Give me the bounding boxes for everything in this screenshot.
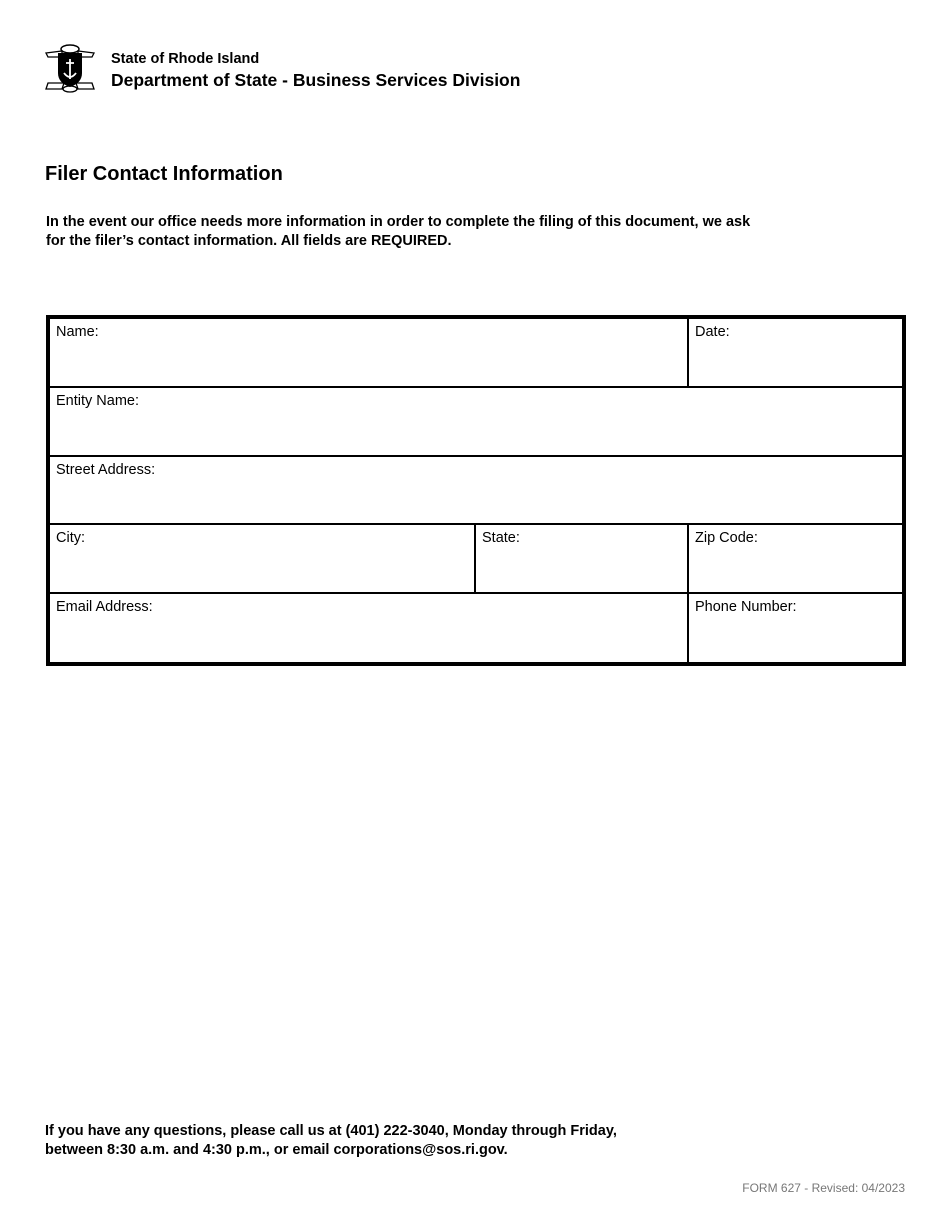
name-label: Name: — [56, 324, 99, 340]
name-field[interactable] — [50, 319, 687, 386]
footer-line-2: between 8:30 a.m. and 4:30 p.m., or email corporations@sos.ri.gov. — [45, 1142, 508, 1158]
form-number: FORM 627 - Revised: 04/2023 — [742, 1181, 905, 1195]
zip-code-field[interactable] — [689, 525, 902, 592]
street-address-field[interactable] — [50, 457, 902, 523]
footer-line-1: If you have any questions, please call us at (401) 222-3040, Monday through Friday, — [45, 1123, 617, 1139]
state-seal-icon — [44, 43, 96, 93]
state-label: State: — [482, 530, 520, 546]
header-department-name: Department of State - Business Services Division — [111, 70, 521, 90]
page-title: Filer Contact Information — [45, 163, 283, 185]
header-state-name: State of Rhode Island — [111, 51, 260, 67]
entity-name-label: Entity Name: — [56, 393, 139, 409]
zip-code-label: Zip Code: — [695, 530, 758, 546]
email-address-label: Email Address: — [56, 599, 153, 615]
city-label: City: — [56, 530, 85, 546]
phone-number-field[interactable] — [689, 594, 902, 662]
footer-contact-text — [45, 1122, 617, 1160]
city-field[interactable] — [50, 525, 474, 592]
contact-form-table — [46, 315, 906, 666]
phone-number-label: Phone Number: — [695, 599, 797, 615]
intro-line-2: for the filer’s contact information. All fields are REQUIRED. — [46, 233, 452, 249]
entity-name-field[interactable] — [50, 388, 902, 455]
date-field[interactable] — [689, 319, 902, 386]
state-field[interactable] — [476, 525, 687, 592]
street-address-label: Street Address: — [56, 462, 156, 478]
intro-text — [46, 213, 846, 251]
email-address-field[interactable] — [50, 594, 687, 662]
intro-line-1: In the event our office needs more information in order to complete the filing of this document, we ask — [46, 214, 751, 230]
date-label: Date: — [695, 324, 730, 340]
